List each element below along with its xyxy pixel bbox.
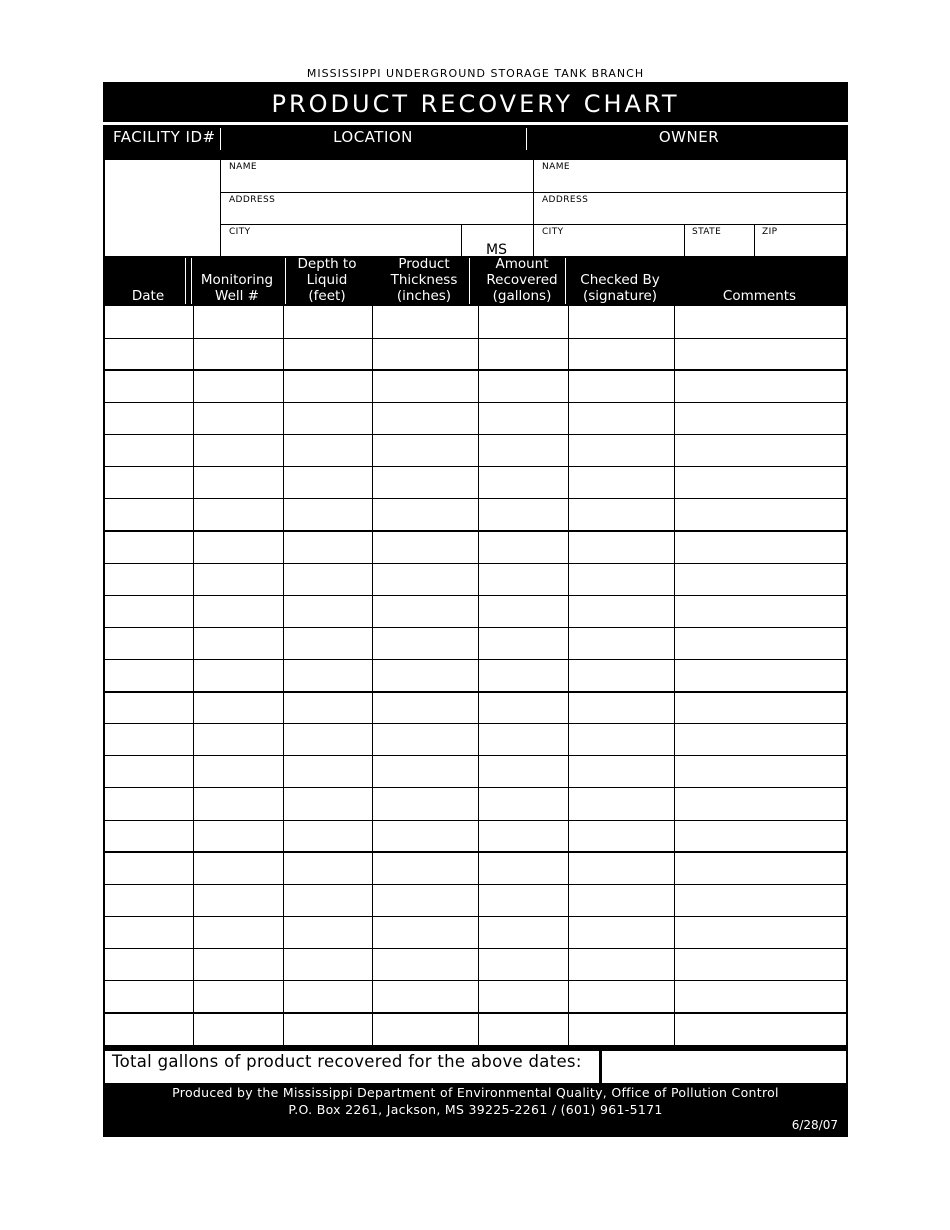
- table-cell[interactable]: [105, 788, 194, 820]
- owner-name-field[interactable]: [533, 160, 846, 192]
- table-cell[interactable]: [284, 724, 373, 756]
- table-cell[interactable]: [194, 724, 284, 756]
- table-cell[interactable]: [479, 659, 569, 691]
- row-divider: [105, 820, 846, 821]
- table-row: [105, 563, 846, 595]
- table-cell[interactable]: [284, 563, 373, 595]
- column-header-date: Date: [131, 288, 165, 304]
- column-header-comments: Comments: [722, 288, 797, 304]
- table-row: [105, 1013, 846, 1045]
- table-row: [105, 884, 846, 916]
- table-cell[interactable]: [373, 659, 479, 691]
- table-row: [105, 788, 846, 820]
- table-cell[interactable]: [479, 788, 569, 820]
- table-cell[interactable]: [479, 916, 569, 948]
- revision-date: 6/28/07: [791, 1118, 838, 1132]
- table-cell[interactable]: [479, 724, 569, 756]
- table-cell[interactable]: [675, 949, 846, 981]
- table-cell[interactable]: [105, 659, 194, 691]
- table-cell[interactable]: [105, 595, 194, 627]
- table-cell[interactable]: [105, 949, 194, 981]
- table-cell[interactable]: [569, 563, 675, 595]
- table-cell[interactable]: [373, 467, 479, 499]
- location-address-field[interactable]: [220, 192, 533, 224]
- table-cell[interactable]: [194, 820, 284, 852]
- table-cell[interactable]: [105, 981, 194, 1013]
- table-cell[interactable]: [675, 370, 846, 402]
- table-cell[interactable]: [569, 724, 675, 756]
- owner-address-label: ADDRESS: [542, 195, 589, 205]
- table-cell[interactable]: [373, 1013, 479, 1045]
- owner-city-field[interactable]: [533, 224, 684, 256]
- table-cell[interactable]: [569, 338, 675, 370]
- table-cell[interactable]: [569, 820, 675, 852]
- table-cell[interactable]: [479, 981, 569, 1013]
- table-cell[interactable]: [675, 788, 846, 820]
- table-cell[interactable]: [675, 1013, 846, 1045]
- table-cell[interactable]: [194, 884, 284, 916]
- location-name-field[interactable]: [220, 160, 533, 192]
- location-label: LOCATION: [333, 128, 413, 146]
- table-cell[interactable]: [105, 499, 194, 531]
- table-cell[interactable]: [105, 852, 194, 884]
- total-gallons-label: Total gallons of product recovered for the above dates:: [112, 1052, 582, 1071]
- table-cell[interactable]: [194, 949, 284, 981]
- table-cell[interactable]: [479, 531, 569, 563]
- table-cell[interactable]: [194, 627, 284, 659]
- table-cell[interactable]: [373, 949, 479, 981]
- owner-zip-field[interactable]: [754, 224, 846, 256]
- table-cell[interactable]: [373, 531, 479, 563]
- table-cell[interactable]: [569, 659, 675, 691]
- table-cell[interactable]: [105, 531, 194, 563]
- header-divider: [469, 258, 470, 304]
- title-divider: [103, 122, 848, 125]
- table-cell[interactable]: [675, 531, 846, 563]
- column-header-amount-recovered: Amount Recovered (gallons): [486, 256, 558, 304]
- table-cell[interactable]: [284, 499, 373, 531]
- row-divider: [105, 595, 846, 596]
- table-cell[interactable]: [675, 435, 846, 467]
- table-cell[interactable]: [373, 852, 479, 884]
- recovery-table: [105, 306, 846, 1045]
- row-divider: [105, 627, 846, 628]
- table-cell[interactable]: [675, 595, 846, 627]
- table-cell[interactable]: [194, 916, 284, 948]
- table-cell[interactable]: [373, 820, 479, 852]
- table-cell[interactable]: [373, 756, 479, 788]
- table-cell[interactable]: [284, 788, 373, 820]
- table-cell[interactable]: [373, 595, 479, 627]
- table-cell[interactable]: [675, 692, 846, 724]
- table-cell[interactable]: [194, 756, 284, 788]
- owner-state-label: STATE: [692, 227, 722, 237]
- table-cell[interactable]: [105, 756, 194, 788]
- table-cell[interactable]: [373, 788, 479, 820]
- table-cell[interactable]: [194, 981, 284, 1013]
- table-row: [105, 820, 846, 852]
- row-divider: [105, 948, 846, 949]
- table-row: [105, 467, 846, 499]
- table-cell[interactable]: [194, 306, 284, 338]
- table-cell[interactable]: [194, 338, 284, 370]
- table-row: [105, 724, 846, 756]
- table-cell[interactable]: [105, 692, 194, 724]
- table-cell[interactable]: [675, 852, 846, 884]
- row-divider: [105, 530, 846, 532]
- table-cell[interactable]: [569, 306, 675, 338]
- table-cell[interactable]: [284, 338, 373, 370]
- table-row: [105, 402, 846, 434]
- row-divider: [105, 851, 846, 853]
- table-cell[interactable]: [569, 692, 675, 724]
- table-cell[interactable]: [105, 563, 194, 595]
- table-cell[interactable]: [373, 338, 479, 370]
- table-row: [105, 531, 846, 563]
- table-cell[interactable]: [373, 916, 479, 948]
- table-cell[interactable]: [105, 370, 194, 402]
- table-cell[interactable]: [569, 370, 675, 402]
- table-cell[interactable]: [479, 563, 569, 595]
- table-cell[interactable]: [105, 627, 194, 659]
- table-cell[interactable]: [194, 435, 284, 467]
- table-cell[interactable]: [284, 595, 373, 627]
- table-cell[interactable]: [373, 370, 479, 402]
- table-cell[interactable]: [284, 627, 373, 659]
- row-divider: [105, 755, 846, 756]
- table-cell[interactable]: [479, 627, 569, 659]
- owner-label: OWNER: [658, 128, 720, 146]
- table-cell[interactable]: [194, 692, 284, 724]
- table-cell[interactable]: [373, 563, 479, 595]
- owner-city-label: CITY: [542, 227, 564, 237]
- table-cell[interactable]: [284, 981, 373, 1013]
- table-cell[interactable]: [284, 852, 373, 884]
- table-cell[interactable]: [284, 370, 373, 402]
- column-header-depth-to-liquid: Depth to Liquid (feet): [297, 256, 357, 304]
- table-cell[interactable]: [105, 724, 194, 756]
- table-cell[interactable]: [569, 852, 675, 884]
- table-cell[interactable]: [373, 499, 479, 531]
- table-cell[interactable]: [105, 916, 194, 948]
- location-name-label: NAME: [229, 162, 257, 172]
- table-cell[interactable]: [373, 402, 479, 434]
- table-cell[interactable]: [569, 499, 675, 531]
- table-cell[interactable]: [284, 884, 373, 916]
- row-divider: [105, 369, 846, 371]
- divider: [461, 224, 462, 256]
- table-cell[interactable]: [479, 370, 569, 402]
- table-cell[interactable]: [105, 435, 194, 467]
- location-city-label: CITY: [229, 227, 251, 237]
- owner-zip-label: ZIP: [762, 227, 778, 237]
- row-divider: [105, 498, 846, 499]
- table-cell[interactable]: [569, 531, 675, 563]
- table-row: [105, 852, 846, 884]
- table-cell[interactable]: [569, 402, 675, 434]
- row-divider: [105, 884, 846, 885]
- table-row: [105, 499, 846, 531]
- table-cell[interactable]: [105, 884, 194, 916]
- table-cell[interactable]: [675, 467, 846, 499]
- table-cell[interactable]: [194, 1013, 284, 1045]
- table-cell[interactable]: [675, 659, 846, 691]
- branch-name: MISSISSIPPI UNDERGROUND STORAGE TANK BRANCH: [306, 67, 645, 80]
- header-divider: [526, 128, 527, 150]
- table-cell[interactable]: [105, 306, 194, 338]
- table-cell[interactable]: [479, 306, 569, 338]
- table-cell[interactable]: [284, 467, 373, 499]
- table-cell[interactable]: [569, 627, 675, 659]
- table-cell[interactable]: [373, 435, 479, 467]
- table-cell[interactable]: [105, 1013, 194, 1045]
- table-cell[interactable]: [675, 724, 846, 756]
- table-row: [105, 659, 846, 691]
- column-header-product-thickness: Product Thickness (inches): [390, 256, 458, 304]
- row-divider: [105, 402, 846, 403]
- table-cell[interactable]: [569, 435, 675, 467]
- row-divider: [105, 787, 846, 788]
- table-cell[interactable]: [569, 916, 675, 948]
- table-cell[interactable]: [373, 306, 479, 338]
- owner-name-label: NAME: [542, 162, 570, 172]
- table-cell[interactable]: [284, 820, 373, 852]
- table-cell[interactable]: [479, 1013, 569, 1045]
- owner-address-field[interactable]: [533, 192, 846, 224]
- table-cell[interactable]: [105, 467, 194, 499]
- table-row: [105, 692, 846, 724]
- table-cell[interactable]: [675, 563, 846, 595]
- table-cell[interactable]: [284, 306, 373, 338]
- table-cell[interactable]: [675, 499, 846, 531]
- row-divider: [105, 980, 846, 981]
- total-divider: [599, 1051, 602, 1083]
- table-cell[interactable]: [105, 402, 194, 434]
- row-divider: [105, 338, 846, 339]
- table-cell[interactable]: [105, 820, 194, 852]
- table-cell[interactable]: [284, 402, 373, 434]
- product-recovery-form: [103, 82, 848, 1137]
- table-cell[interactable]: [479, 467, 569, 499]
- facility-id-label: FACILITY ID#: [113, 128, 216, 146]
- table-cell[interactable]: [479, 595, 569, 627]
- table-cell[interactable]: [479, 820, 569, 852]
- table-cell[interactable]: [284, 435, 373, 467]
- footer-producer: Produced by the Mississippi Department of Environmental Quality, Office of Pollution Control: [172, 1085, 779, 1100]
- table-cell[interactable]: [569, 949, 675, 981]
- column-header-monitoring-well: Monitoring Well #: [200, 272, 274, 304]
- header-divider: [185, 258, 186, 304]
- row-divider: [105, 723, 846, 724]
- table-cell[interactable]: [479, 884, 569, 916]
- table-cell[interactable]: [675, 756, 846, 788]
- table-cell[interactable]: [675, 627, 846, 659]
- table-cell[interactable]: [373, 724, 479, 756]
- table-cell[interactable]: [284, 692, 373, 724]
- table-cell[interactable]: [105, 338, 194, 370]
- table-cell[interactable]: [194, 659, 284, 691]
- table-cell[interactable]: [194, 563, 284, 595]
- footer-address: P.O. Box 2261, Jackson, MS 39225-2261 / (601) 961-5171: [288, 1102, 663, 1117]
- table-cell[interactable]: [284, 916, 373, 948]
- table-cell[interactable]: [373, 692, 479, 724]
- table-cell[interactable]: [284, 659, 373, 691]
- table-cell[interactable]: [194, 788, 284, 820]
- table-cell[interactable]: [675, 884, 846, 916]
- table-cell[interactable]: [479, 402, 569, 434]
- table-cell[interactable]: [675, 820, 846, 852]
- table-cell[interactable]: [569, 1013, 675, 1045]
- table-cell[interactable]: [284, 949, 373, 981]
- row-divider: [105, 563, 846, 564]
- table-cell[interactable]: [479, 499, 569, 531]
- table-cell[interactable]: [373, 981, 479, 1013]
- table-cell[interactable]: [479, 435, 569, 467]
- table-cell[interactable]: [479, 949, 569, 981]
- table-row: [105, 435, 846, 467]
- form-title: PRODUCT RECOVERY CHART: [271, 90, 680, 118]
- table-cell[interactable]: [479, 756, 569, 788]
- table-cell[interactable]: [284, 756, 373, 788]
- table-cell[interactable]: [194, 402, 284, 434]
- facility-id-input[interactable]: [105, 160, 220, 256]
- row-divider: [105, 434, 846, 435]
- table-cell[interactable]: [675, 402, 846, 434]
- row-divider: [105, 916, 846, 917]
- table-row: [105, 949, 846, 981]
- owner-state-field[interactable]: [684, 224, 754, 256]
- table-cell[interactable]: [675, 981, 846, 1013]
- table-cell[interactable]: [194, 531, 284, 563]
- table-cell[interactable]: [373, 627, 479, 659]
- table-row: [105, 756, 846, 788]
- table-cell[interactable]: [194, 499, 284, 531]
- total-gallons-input[interactable]: [603, 1051, 845, 1083]
- facility-info-section: [105, 160, 846, 256]
- table-row: [105, 981, 846, 1013]
- table-cell[interactable]: [569, 788, 675, 820]
- table-cell[interactable]: [569, 756, 675, 788]
- table-cell[interactable]: [569, 595, 675, 627]
- table-row: [105, 595, 846, 627]
- table-cell[interactable]: [373, 884, 479, 916]
- table-row: [105, 306, 846, 338]
- table-cell[interactable]: [479, 692, 569, 724]
- table-cell[interactable]: [194, 467, 284, 499]
- table-cell[interactable]: [194, 370, 284, 402]
- table-row: [105, 338, 846, 370]
- table-cell[interactable]: [675, 306, 846, 338]
- header-divider: [191, 258, 192, 304]
- table-row: [105, 627, 846, 659]
- table-cell[interactable]: [284, 531, 373, 563]
- table-cell[interactable]: [569, 884, 675, 916]
- column-header-checked-by: Checked By (signature): [580, 272, 660, 304]
- row-divider: [105, 1012, 846, 1014]
- location-state-value: MS: [486, 242, 507, 258]
- table-cell[interactable]: [479, 338, 569, 370]
- table-cell[interactable]: [479, 852, 569, 884]
- row-divider: [105, 691, 846, 693]
- location-city-field[interactable]: [220, 224, 461, 256]
- table-cell[interactable]: [675, 916, 846, 948]
- row-divider: [105, 659, 846, 660]
- location-address-label: ADDRESS: [229, 195, 276, 205]
- table-cell[interactable]: [569, 981, 675, 1013]
- table-row: [105, 370, 846, 402]
- table-row: [105, 916, 846, 948]
- table-cell[interactable]: [675, 338, 846, 370]
- table-cell[interactable]: [194, 852, 284, 884]
- table-cell[interactable]: [194, 595, 284, 627]
- table-cell[interactable]: [284, 1013, 373, 1045]
- header-divider: [565, 258, 566, 304]
- table-cell[interactable]: [569, 467, 675, 499]
- row-divider: [105, 466, 846, 467]
